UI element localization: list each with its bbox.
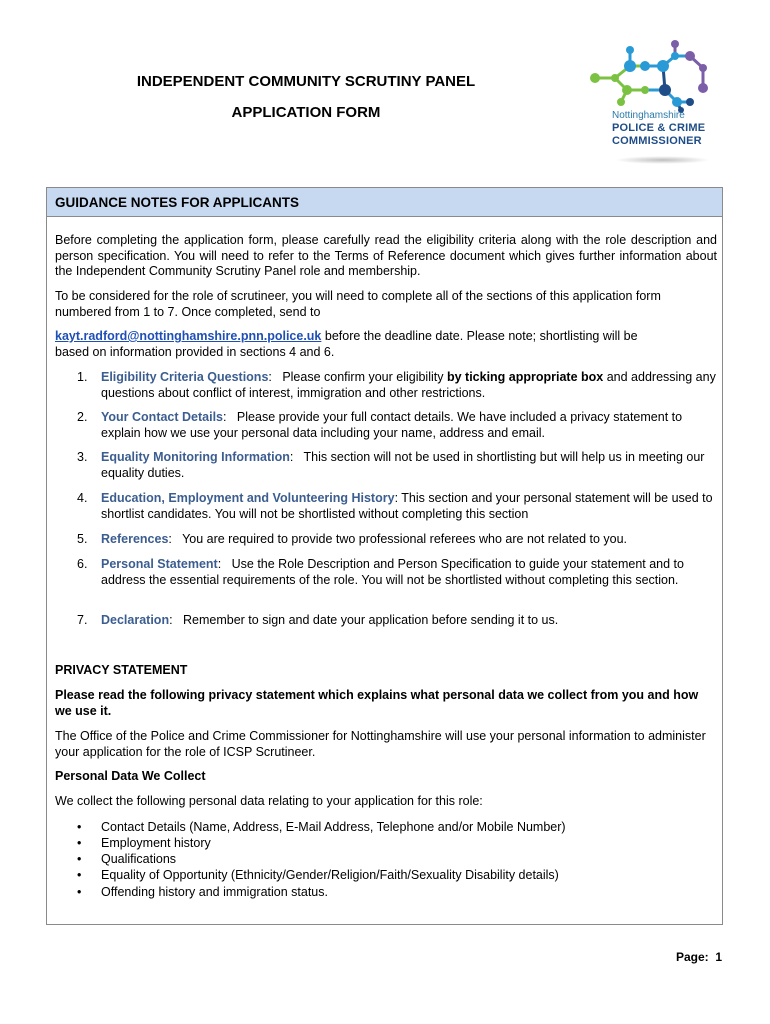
guidance-heading: GUIDANCE NOTES FOR APPLICANTS <box>47 188 722 217</box>
logo-text-line3: COMMISSIONER <box>612 135 702 147</box>
step-title: Equality Monitoring Information <box>101 450 290 464</box>
logo-text-line2: POLICE & CRIME <box>612 122 706 134</box>
list-item-text: Offending history and immigration status. <box>101 885 328 899</box>
step-title: Education, Employment and Volunteering History <box>101 491 395 505</box>
step-sep: : <box>168 532 183 546</box>
step-text: Please provide your full contact details. We have included a privacy statement to explain how we use your personal data including your name, address and email. <box>101 410 683 440</box>
logo-text-county: Nottinghamshire <box>612 110 685 121</box>
step-title: Your Contact Details <box>101 410 224 424</box>
guidance-panel <box>46 187 723 925</box>
step-title: Personal Statement <box>101 557 218 571</box>
step-text: You are required to provide two professional referees who are not related to you. <box>182 532 628 546</box>
step-title: Declaration <box>101 613 170 627</box>
step-title: Eligibility Criteria Questions <box>101 370 269 384</box>
bullet-icon: • <box>77 885 82 899</box>
step-sep: : <box>223 410 237 424</box>
step-sep: : <box>289 450 304 464</box>
step-number: 4. <box>77 491 88 505</box>
step-number: 3. <box>77 450 88 464</box>
step-text: This section and your personal statement will be used to shortlist candidates. You will not be shortlisted without completing this section <box>101 491 713 521</box>
step-text: Use the Role Description and Person Specification to guide your statement and to address the essential requirements of the role. You will not be shortlisted without completing this section. <box>101 557 684 587</box>
guidance-para-3-line2: based on information provided in sections 4 and 6. <box>55 344 335 359</box>
step-sep: : <box>217 557 232 571</box>
pcc-logo-icon <box>585 38 715 173</box>
step-number: 7. <box>77 613 88 627</box>
step-text: This section will not be used in shortlisting but will help us in meeting our equality duties. <box>101 450 705 480</box>
step-number: 6. <box>77 557 88 571</box>
logo-shadow <box>615 156 710 164</box>
list-item-text: Contact Details (Name, Address, E-Mail Address, Telephone and/or Mobile Number) <box>101 820 566 834</box>
personal-data-lead: We collect the following personal data relating to your application for this role: <box>55 794 483 808</box>
bullet-icon: • <box>77 820 82 834</box>
step-rest: and addressing any questions about conflict of interest, immigration and other restrictions. <box>101 370 716 400</box>
bullet-icon: • <box>77 836 82 850</box>
guidance-para-2: To be considered for the role of scrutineer, you will need to complete all of the sections of this application form numbered from 1 to 7. Once completed, send to <box>55 289 661 319</box>
privacy-intro: Please read the following privacy statement which explains what personal data we collect from you and how we use it. <box>55 688 699 718</box>
page-number: Page: 1 <box>675 950 722 964</box>
bullet-icon: • <box>77 868 82 882</box>
step-number: 5. <box>77 532 88 546</box>
step-text: Please confirm your eligibility <box>282 370 447 384</box>
step-text: Remember to sign and date your application before sending it to us. <box>183 613 559 627</box>
privacy-para: The Office of the Police and Crime Commissioner for Nottinghamshire will use your personal information to administer your application for the role of ICSP Scrutineer. <box>55 729 706 759</box>
step-sep: : <box>169 613 183 627</box>
email-link[interactable]: kayt.radford@nottinghamshire.pnn.police.uk <box>55 329 322 343</box>
bullet-icon: • <box>77 852 82 866</box>
step-bold: by ticking appropriate box <box>446 370 604 384</box>
page-title: INDEPENDENT COMMUNITY SCRUTINY PANEL <box>136 73 476 90</box>
privacy-heading: PRIVACY STATEMENT <box>55 663 188 677</box>
step-sep: : <box>268 370 283 384</box>
page-subtitle: APPLICATION FORM <box>231 104 381 121</box>
step-number: 1. <box>77 370 88 384</box>
guidance-para-1: Before completing the application form, please carefully read the eligibility criteria along with the role description and person specification. You will need to refer to the Terms of Reference document which gives further information about the Independent Community Scrutiny Panel role and membership. <box>55 233 717 278</box>
guidance-para-3-after: before the deadline date. Please note; shortlisting will be <box>321 329 638 343</box>
step-sep: : <box>394 491 402 505</box>
step-number: 2. <box>77 410 88 424</box>
step-title: References <box>101 532 169 546</box>
personal-data-heading: Personal Data We Collect <box>55 769 206 783</box>
list-item-text: Equality of Opportunity (Ethnicity/Gender/Religion/Faith/Sexuality Disability details) <box>101 868 559 882</box>
list-item-text: Employment history <box>101 836 211 850</box>
list-item-text: Qualifications <box>101 852 177 866</box>
guidance-para-3 <box>55 329 717 360</box>
